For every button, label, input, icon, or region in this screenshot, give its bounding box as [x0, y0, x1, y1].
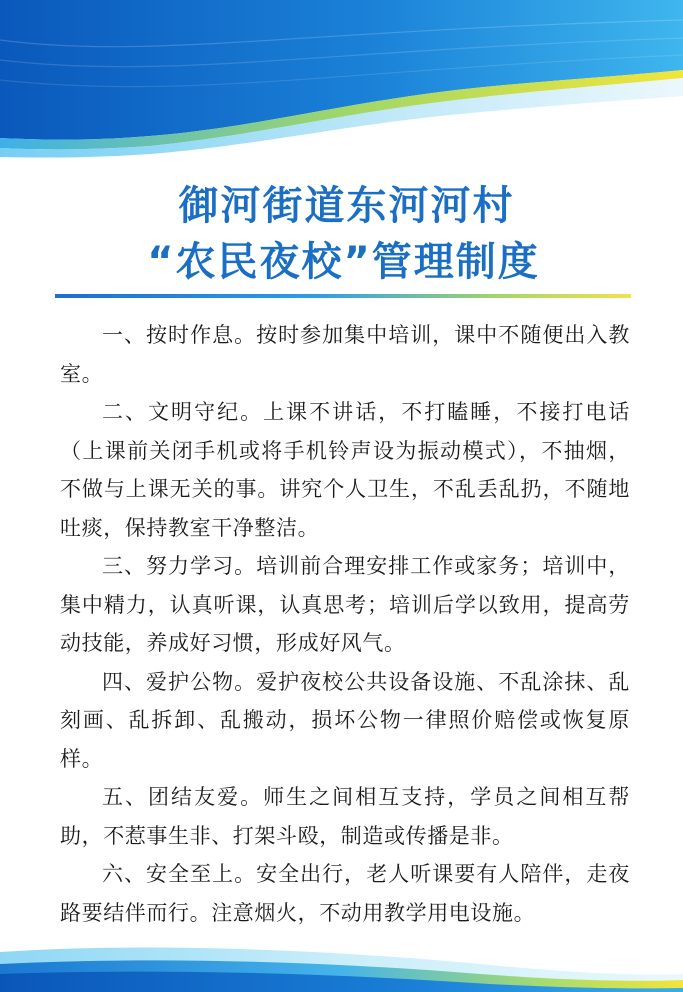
rule-paragraph-1: 一、按时作息。按时参加集中培训，课中不随便出入教室。 — [60, 323, 630, 386]
rule-paragraph-3: 三、努力学习。培训前合理安排工作或家务；培训中，集中精力，认真听课，认真思考；培训后学以致用，提高劳动技能，养成好习惯，形成好风气。 — [60, 554, 630, 655]
rule-paragraph-5: 五、团结友爱。师生之间相互支持，学员之间相互帮助，不惹事生非、打架斗殴，制造或传播是非。 — [60, 785, 630, 848]
rule-paragraph-4: 四、爱护公物。爱护夜校公共设备设施、不乱涂抹、乱刻画、乱拆卸、乱搬动，损坏公物一律照价赔偿或恢复原样。 — [60, 669, 630, 771]
page-title-line-2: “农民夜校”管理制度 — [147, 239, 540, 285]
rules-body — [60, 316, 630, 932]
bottom-wave-decoration — [0, 922, 683, 992]
rule-paragraph-6: 六、安全至上。安全出行，老人听课要有人陪伴，走夜路要结伴而行。注意烟火，不动用教学用电设施。 — [60, 862, 630, 925]
page-title-line-1: 御河街道东河河村 — [178, 183, 515, 229]
rule-paragraph-2: 二、文明守纪。上课不讲话，不打瞌睡，不接打电话（上课前关闭手机或将手机铃声设为振动模式），不抽烟，不做与上课无关的事。讲究个人卫生，不乱丢乱扔，不随地吐痰，保持教室干净整洁。 — [60, 400, 630, 540]
top-wave-decoration — [0, 0, 683, 170]
title-divider — [55, 294, 631, 298]
